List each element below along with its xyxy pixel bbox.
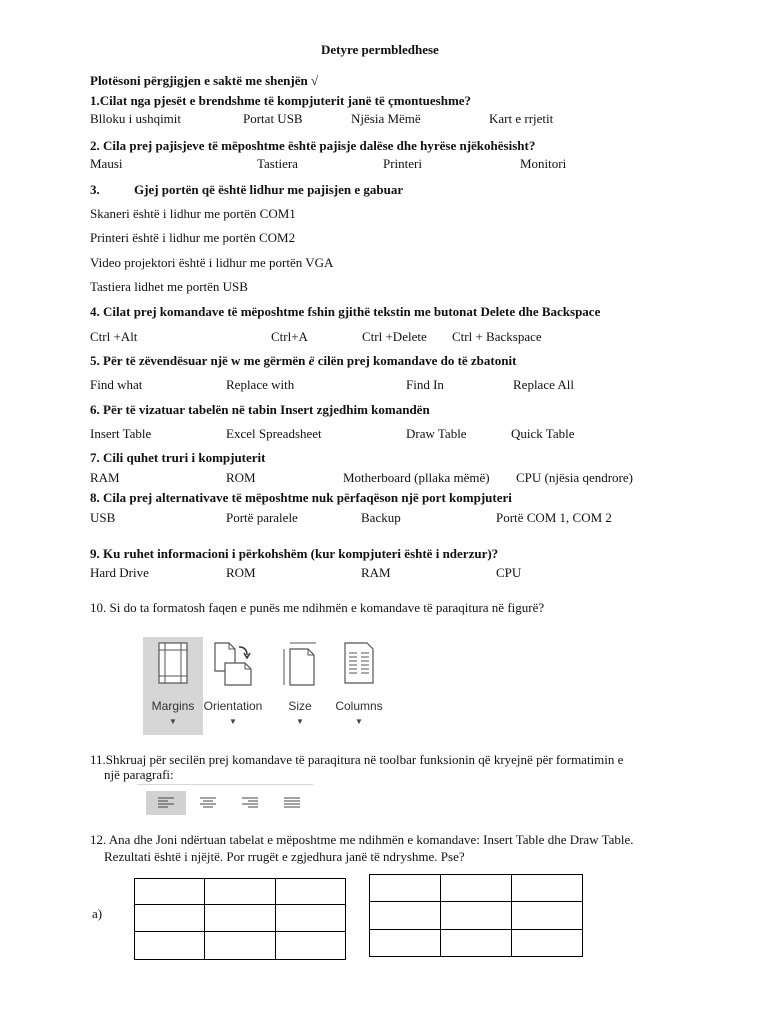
toolbar-divider: [137, 784, 313, 785]
size-icon: [282, 641, 318, 687]
orientation-icon: [211, 641, 255, 687]
table-cell: [512, 875, 583, 902]
table-cell: [441, 929, 512, 956]
question-11-cont: një paragrafi:: [104, 767, 174, 782]
ribbon-label: Margins: [151, 699, 195, 713]
table-cell: [370, 875, 441, 902]
q7-option: CPU (njësia qendrore): [516, 470, 633, 485]
q3-option: Tastiera lidhet me portën USB: [90, 279, 248, 294]
table-cell: [370, 902, 441, 929]
q7-option: Motherboard (pllaka mëmë): [343, 470, 490, 485]
ribbon-label: Orientation: [203, 699, 263, 713]
table-a: [134, 878, 346, 960]
q6-option: Insert Table: [90, 426, 152, 441]
q2-option: Monitori: [520, 156, 567, 171]
q1-option: Njësia Mëmë: [351, 111, 421, 126]
q2-option: Printeri: [383, 156, 422, 171]
q8-option: Portë COM 1, COM 2: [496, 510, 612, 525]
table-cell: [275, 879, 345, 905]
table-cell: [135, 905, 205, 931]
q4-option: Ctrl + Backspace: [452, 329, 542, 344]
columns-icon: [343, 641, 375, 685]
justify-icon: [284, 797, 300, 809]
table-cell: [135, 879, 205, 905]
table-cell: [205, 931, 275, 959]
question-8: 8. Cila prej alternativave të mëposhtme nuk përfaqëson një port kompjuteri: [90, 490, 512, 505]
q2-option: Mausi: [90, 156, 123, 171]
table-cell: [441, 902, 512, 929]
question-6: 6. Për të vizatuar tabelën në tabin Insert zgjedhim komandën: [90, 402, 430, 417]
table-cell: [512, 902, 583, 929]
align-right-button[interactable]: [230, 791, 270, 815]
question-4: 4. Cilat prej komandave të mëposhtme fshin gjithë tekstin me butonat Delete dhe Backspace: [90, 304, 601, 319]
justify-button[interactable]: [272, 791, 312, 815]
columns-button[interactable]: [329, 637, 389, 735]
question-1: 1.Cilat nga pjesët e brendshme të kompjuterit janë të çmontueshme?: [90, 93, 472, 108]
page-title: Detyre permbledhese: [321, 42, 439, 57]
question-12: 12. Ana dhe Joni ndërtuan tabelat e mëposhtme me ndihmën e komandave: Insert Table dhe Draw Table.: [90, 832, 634, 847]
q6-option: Quick Table: [511, 426, 575, 441]
q6-option: Excel Spreadsheet: [226, 426, 322, 441]
table-cell: [512, 929, 583, 956]
align-center-button[interactable]: [188, 791, 228, 815]
q4-option: Ctrl +Delete: [362, 329, 427, 344]
instruction: Plotësoni përgjigjen e saktë me shenjën √: [90, 73, 319, 88]
chevron-down-icon: ▼: [229, 717, 237, 726]
orientation-button[interactable]: [203, 637, 263, 735]
q2-option: Tastiera: [257, 156, 298, 171]
align-center-icon: [200, 797, 216, 809]
align-left-button[interactable]: [146, 791, 186, 815]
question-10: 10. Si do ta formatosh faqen e punës me ndihmën e komandave të paraqitura në figurë?: [90, 600, 545, 615]
table-cell: [135, 931, 205, 959]
size-button[interactable]: [270, 637, 330, 735]
table-cell: [205, 905, 275, 931]
question-5-part: cilën prej komandave do të zbatonit: [314, 353, 517, 368]
table-cell: [370, 929, 441, 956]
question-3: Gjej portën që është lidhur me pajisjen e gabuar: [134, 182, 404, 197]
ribbon-label: Size: [288, 699, 312, 713]
q5-option: Find what: [90, 377, 143, 392]
chevron-down-icon: ▼: [296, 717, 304, 726]
q5-option: Find In: [406, 377, 444, 392]
ribbon-label: Columns: [335, 699, 383, 713]
q4-option: Ctrl+A: [271, 329, 308, 344]
q3-option: Skaneri është i lidhur me portën COM1: [90, 206, 296, 221]
q8-option: USB: [90, 510, 116, 525]
question-9: 9. Ku ruhet informacioni i përkohshëm (kur kompjuteri është i nderzur)?: [90, 546, 499, 561]
question-7: 7. Cili quhet truri i kompjuterit: [90, 450, 266, 465]
q4-option: Ctrl +Alt: [90, 329, 138, 344]
question-11: 11.Shkruaj për secilën prej komandave të paraqitura në toolbar funksionin që kryejnë për formatimin e: [90, 752, 624, 767]
question-3-number: 3.: [90, 182, 100, 197]
table-b: [369, 874, 583, 957]
q1-option: Kart e rrjetit: [489, 111, 554, 126]
q8-option: Backup: [361, 510, 401, 525]
q1-option: Portat USB: [243, 111, 303, 126]
question-5: [90, 353, 516, 369]
table-cell: [205, 879, 275, 905]
table-cell: [275, 931, 345, 959]
q9-option: Hard Drive: [90, 565, 149, 580]
table-cell: [441, 875, 512, 902]
chevron-down-icon: ▼: [169, 717, 177, 726]
q3-option: Printeri është i lidhur me portën COM2: [90, 230, 296, 245]
part-a-label: a): [92, 906, 103, 921]
margins-button[interactable]: [143, 637, 203, 735]
q5-option: Replace with: [226, 377, 295, 392]
q1-option: Blloku i ushqimit: [90, 111, 182, 126]
question-2: 2. Cila prej pajisjeve të mëposhtme është pajisje dalëse dhe hyrëse njëkohësisht?: [90, 138, 536, 153]
q5-option: Replace All: [513, 377, 575, 392]
q9-option: CPU: [496, 565, 522, 580]
q7-option: RAM: [90, 470, 120, 485]
question-5-letter: ë: [308, 353, 315, 368]
q9-option: ROM: [226, 565, 256, 580]
q8-option: Portë paralele: [226, 510, 298, 525]
table-cell: [275, 905, 345, 931]
align-right-icon: [242, 797, 258, 809]
q9-option: RAM: [361, 565, 391, 580]
q7-option: ROM: [226, 470, 256, 485]
chevron-down-icon: ▼: [355, 717, 363, 726]
question-5-part: 5. Për të zëvendësuar një w me gërmën: [90, 353, 309, 368]
q6-option: Draw Table: [406, 426, 467, 441]
q3-option: Video projektori është i lidhur me portën VGA: [90, 255, 334, 270]
align-left-icon: [158, 797, 174, 809]
question-12-cont: Rezultati është i njëjtë. Por rrugët e zgjedhura janë të ndryshme. Pse?: [104, 849, 465, 864]
margins-icon: [157, 641, 189, 685]
